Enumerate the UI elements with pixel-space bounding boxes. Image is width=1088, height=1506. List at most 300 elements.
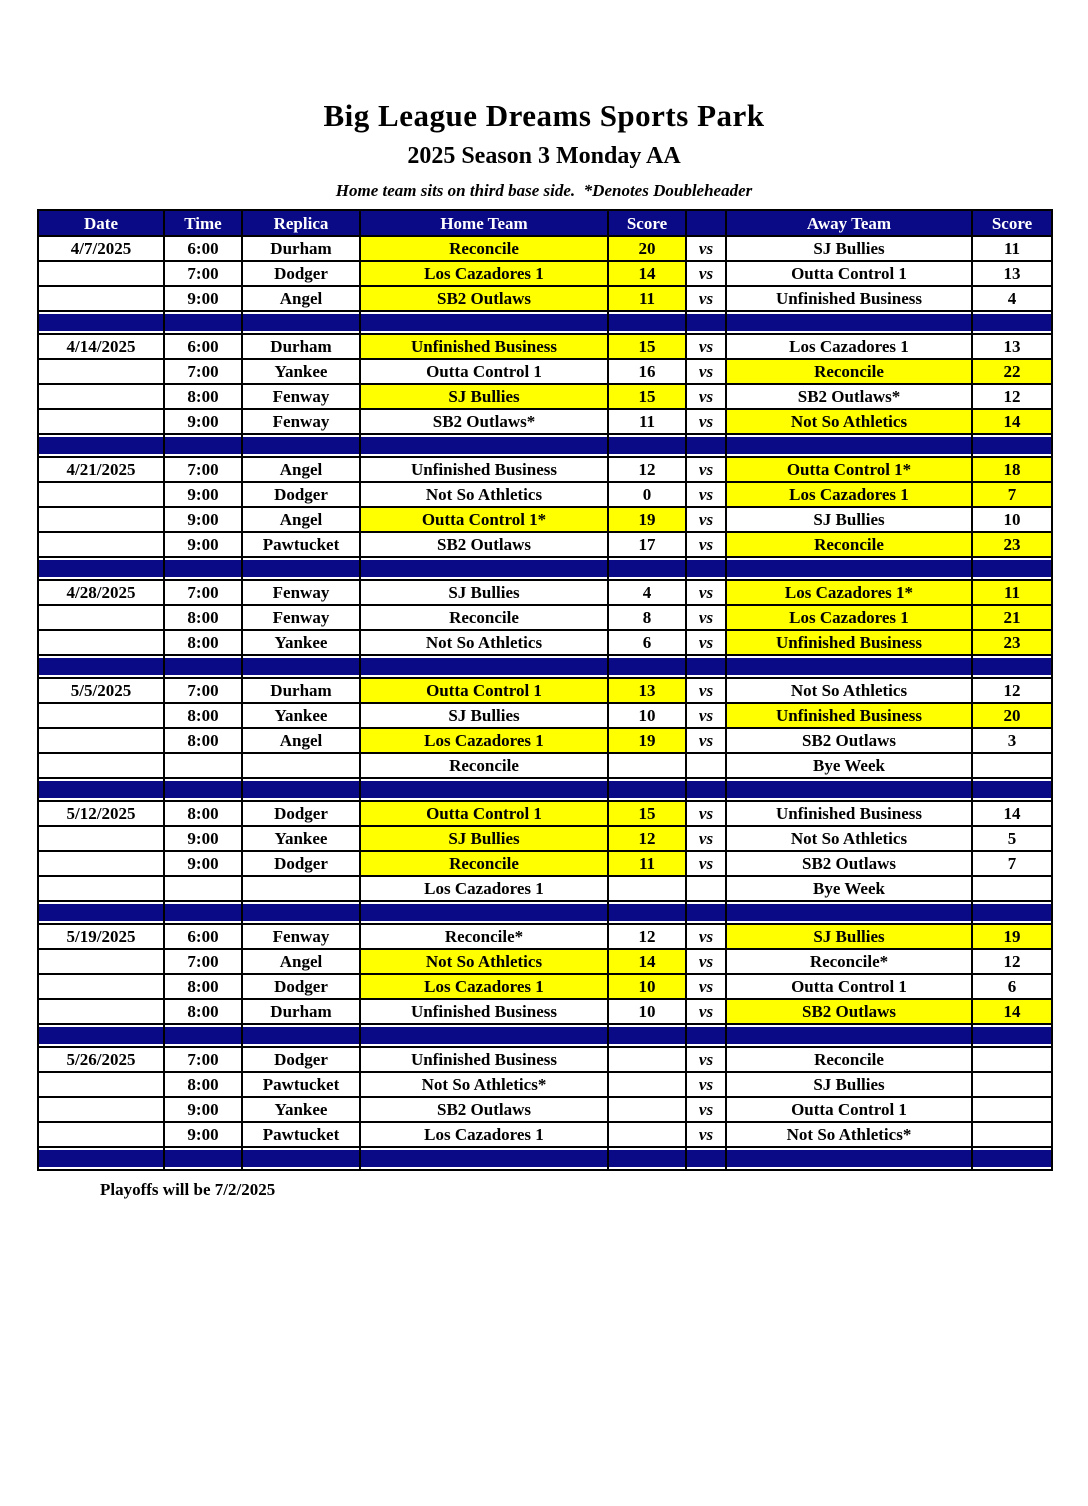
- away-team-cell: Unfinished Business: [726, 703, 972, 728]
- vs-cell: vs: [686, 482, 726, 507]
- separator-cell: [164, 557, 242, 580]
- away-team-cell: Los Cazadores 1: [726, 605, 972, 630]
- separator-cell: [242, 557, 360, 580]
- date-cell: [38, 728, 164, 753]
- away-score-cell: 21: [972, 605, 1052, 630]
- date-cell: 5/5/2025: [38, 678, 164, 703]
- separator-cell: [38, 434, 164, 457]
- home-team-cell: SB2 Outlaws: [360, 532, 608, 557]
- time-cell: 8:00: [164, 974, 242, 999]
- home-team-cell: Outta Control 1: [360, 678, 608, 703]
- separator-cell: [242, 655, 360, 678]
- time-cell: 8:00: [164, 999, 242, 1024]
- away-team-cell: Not So Athletics: [726, 826, 972, 851]
- separator-cell: [608, 778, 686, 801]
- home-score-cell: 10: [608, 999, 686, 1024]
- vs-cell: vs: [686, 605, 726, 630]
- time-cell: 8:00: [164, 703, 242, 728]
- away-team-cell: Los Cazadores 1: [726, 334, 972, 359]
- away-score-cell: 14: [972, 999, 1052, 1024]
- date-cell: [38, 826, 164, 851]
- replica-cell: Pawtucket: [242, 1072, 360, 1097]
- away-team-cell: SJ Bullies: [726, 236, 972, 261]
- replica-cell: Durham: [242, 236, 360, 261]
- separator-cell: [360, 1147, 608, 1170]
- date-cell: 5/19/2025: [38, 924, 164, 949]
- away-team-cell: Reconcile: [726, 532, 972, 557]
- date-cell: [38, 1122, 164, 1147]
- home-score-cell: 12: [608, 826, 686, 851]
- replica-cell: Dodger: [242, 1047, 360, 1072]
- away-score-cell: 12: [972, 949, 1052, 974]
- away-score-cell: 5: [972, 826, 1052, 851]
- home-team-cell: SB2 Outlaws: [360, 1097, 608, 1122]
- vs-cell: vs: [686, 826, 726, 851]
- home-team-cell: SJ Bullies: [360, 384, 608, 409]
- game-row: [38, 851, 1052, 876]
- away-team-cell: Reconcile*: [726, 949, 972, 974]
- away-score-cell: 4: [972, 286, 1052, 311]
- game-row: [38, 924, 1052, 949]
- away-team-cell: Unfinished Business: [726, 630, 972, 655]
- date-cell: [38, 409, 164, 434]
- header-row: [38, 210, 1052, 236]
- away-score-cell: 13: [972, 261, 1052, 286]
- column-header: Away Team: [726, 210, 972, 236]
- date-cell: [38, 703, 164, 728]
- away-team-cell: SJ Bullies: [726, 1072, 972, 1097]
- home-score-cell: 15: [608, 801, 686, 826]
- separator-cell: [972, 557, 1052, 580]
- home-score-cell: 14: [608, 261, 686, 286]
- home-team-cell: Reconcile: [360, 851, 608, 876]
- home-score-cell: 13: [608, 678, 686, 703]
- away-team-cell: Outta Control 1: [726, 261, 972, 286]
- date-cell: 4/7/2025: [38, 236, 164, 261]
- away-team-cell: Unfinished Business: [726, 801, 972, 826]
- separator-cell: [38, 557, 164, 580]
- separator-cell: [242, 434, 360, 457]
- home-team-cell: Not So Athletics: [360, 482, 608, 507]
- column-header: Replica: [242, 210, 360, 236]
- vs-cell: vs: [686, 359, 726, 384]
- away-team-cell: SB2 Outlaws: [726, 999, 972, 1024]
- page-title: Big League Dreams Sports Park: [323, 98, 765, 133]
- home-score-cell: 12: [608, 457, 686, 482]
- away-score-cell: 14: [972, 801, 1052, 826]
- vs-cell: vs: [686, 384, 726, 409]
- home-score-cell: 6: [608, 630, 686, 655]
- replica-cell: Durham: [242, 678, 360, 703]
- game-row: [38, 532, 1052, 557]
- schedule-table: [37, 209, 1053, 1171]
- separator-cell: [608, 311, 686, 334]
- date-cell: [38, 974, 164, 999]
- away-score-cell: [972, 1072, 1052, 1097]
- separator-cell: [972, 1024, 1052, 1047]
- vs-cell: vs: [686, 532, 726, 557]
- away-team-cell: SJ Bullies: [726, 924, 972, 949]
- separator-cell: [972, 655, 1052, 678]
- date-cell: [38, 507, 164, 532]
- time-cell: 9:00: [164, 482, 242, 507]
- separator-cell: [38, 901, 164, 924]
- home-score-cell: [608, 753, 686, 778]
- date-cell: [38, 1072, 164, 1097]
- date-cell: [38, 359, 164, 384]
- separator-cell: [360, 655, 608, 678]
- game-row: [38, 999, 1052, 1024]
- vs-cell: vs: [686, 334, 726, 359]
- game-row: [38, 236, 1052, 261]
- separator-cell: [360, 557, 608, 580]
- vs-cell: vs: [686, 286, 726, 311]
- home-score-cell: 4: [608, 580, 686, 605]
- home-team-cell: Not So Athletics*: [360, 1072, 608, 1097]
- away-team-cell: Los Cazadores 1: [726, 482, 972, 507]
- away-team-cell: SB2 Outlaws*: [726, 384, 972, 409]
- home-score-cell: 0: [608, 482, 686, 507]
- away-score-cell: [972, 1097, 1052, 1122]
- away-score-cell: 6: [972, 974, 1052, 999]
- replica-cell: Fenway: [242, 580, 360, 605]
- away-score-cell: [972, 753, 1052, 778]
- game-row: [38, 974, 1052, 999]
- home-score-cell: 19: [608, 507, 686, 532]
- schedule-note: Home team sits on third base side. *Denotes Doubleheader: [335, 181, 753, 200]
- away-score-cell: 12: [972, 678, 1052, 703]
- time-cell: 7:00: [164, 580, 242, 605]
- home-team-cell: Los Cazadores 1: [360, 261, 608, 286]
- game-row: [38, 580, 1052, 605]
- separator-cell: [608, 1147, 686, 1170]
- separator-cell: [242, 1024, 360, 1047]
- date-cell: 5/26/2025: [38, 1047, 164, 1072]
- section-separator-row: [38, 655, 1052, 678]
- vs-cell: vs: [686, 801, 726, 826]
- separator-cell: [360, 1024, 608, 1047]
- away-team-cell: Outta Control 1: [726, 974, 972, 999]
- home-team-cell: SB2 Outlaws*: [360, 409, 608, 434]
- away-score-cell: 19: [972, 924, 1052, 949]
- vs-cell: vs: [686, 728, 726, 753]
- home-score-cell: 16: [608, 359, 686, 384]
- date-cell: 4/14/2025: [38, 334, 164, 359]
- vs-cell: vs: [686, 924, 726, 949]
- separator-cell: [360, 434, 608, 457]
- column-header: Time: [164, 210, 242, 236]
- vs-cell: vs: [686, 1122, 726, 1147]
- separator-cell: [360, 901, 608, 924]
- vs-cell: vs: [686, 949, 726, 974]
- home-score-cell: 8: [608, 605, 686, 630]
- separator-cell: [38, 1024, 164, 1047]
- game-row: [38, 261, 1052, 286]
- away-team-cell: Not So Athletics: [726, 678, 972, 703]
- replica-cell: Durham: [242, 999, 360, 1024]
- date-cell: [38, 949, 164, 974]
- date-cell: [38, 1097, 164, 1122]
- away-team-cell: Bye Week: [726, 876, 972, 901]
- separator-cell: [164, 1024, 242, 1047]
- separator-cell: [972, 901, 1052, 924]
- table-header-row: [38, 210, 1052, 236]
- away-score-cell: 14: [972, 409, 1052, 434]
- game-row: [38, 359, 1052, 384]
- home-score-cell: 19: [608, 728, 686, 753]
- away-score-cell: 3: [972, 728, 1052, 753]
- away-score-cell: 13: [972, 334, 1052, 359]
- away-team-cell: Not So Athletics*: [726, 1122, 972, 1147]
- away-team-cell: Outta Control 1: [726, 1097, 972, 1122]
- column-header: Home Team: [360, 210, 608, 236]
- away-score-cell: 12: [972, 384, 1052, 409]
- home-team-cell: Unfinished Business: [360, 334, 608, 359]
- separator-cell: [972, 778, 1052, 801]
- time-cell: 9:00: [164, 532, 242, 557]
- home-team-cell: Not So Athletics: [360, 949, 608, 974]
- date-cell: 4/21/2025: [38, 457, 164, 482]
- game-row: [38, 703, 1052, 728]
- home-score-cell: [608, 1047, 686, 1072]
- home-team-cell: Outta Control 1: [360, 801, 608, 826]
- time-cell: 9:00: [164, 826, 242, 851]
- away-team-cell: Reconcile: [726, 359, 972, 384]
- separator-cell: [164, 311, 242, 334]
- replica-cell: Dodger: [242, 851, 360, 876]
- separator-cell: [686, 434, 726, 457]
- time-cell: 8:00: [164, 384, 242, 409]
- away-score-cell: 23: [972, 532, 1052, 557]
- home-team-cell: Los Cazadores 1: [360, 876, 608, 901]
- separator-cell: [164, 778, 242, 801]
- time-cell: [164, 876, 242, 901]
- home-score-cell: 15: [608, 384, 686, 409]
- replica-cell: Fenway: [242, 924, 360, 949]
- vs-cell: vs: [686, 409, 726, 434]
- vs-cell: vs: [686, 580, 726, 605]
- separator-cell: [164, 901, 242, 924]
- replica-cell: Angel: [242, 507, 360, 532]
- separator-cell: [38, 1147, 164, 1170]
- separator-cell: [608, 434, 686, 457]
- time-cell: 7:00: [164, 261, 242, 286]
- away-team-cell: Los Cazadores 1*: [726, 580, 972, 605]
- time-cell: 8:00: [164, 1072, 242, 1097]
- vs-cell: vs: [686, 630, 726, 655]
- vs-cell: [686, 876, 726, 901]
- home-team-cell: SJ Bullies: [360, 580, 608, 605]
- separator-cell: [686, 901, 726, 924]
- separator-cell: [726, 901, 972, 924]
- game-row: [38, 482, 1052, 507]
- separator-cell: [726, 1024, 972, 1047]
- game-row: [38, 801, 1052, 826]
- separator-cell: [242, 901, 360, 924]
- replica-cell: Dodger: [242, 801, 360, 826]
- playoffs-note: Playoffs will be 7/2/2025: [100, 1180, 276, 1199]
- game-row: [38, 678, 1052, 703]
- home-team-cell: Unfinished Business: [360, 1047, 608, 1072]
- replica-cell: Fenway: [242, 384, 360, 409]
- replica-cell: Dodger: [242, 482, 360, 507]
- away-score-cell: [972, 1047, 1052, 1072]
- home-team-cell: Los Cazadores 1: [360, 974, 608, 999]
- separator-cell: [726, 557, 972, 580]
- vs-cell: vs: [686, 703, 726, 728]
- away-score-cell: 10: [972, 507, 1052, 532]
- date-cell: 5/12/2025: [38, 801, 164, 826]
- away-score-cell: 22: [972, 359, 1052, 384]
- time-cell: 6:00: [164, 924, 242, 949]
- away-score-cell: [972, 1122, 1052, 1147]
- home-score-cell: [608, 1122, 686, 1147]
- column-header: Score: [972, 210, 1052, 236]
- date-cell: [38, 532, 164, 557]
- home-team-cell: Los Cazadores 1: [360, 728, 608, 753]
- vs-cell: vs: [686, 851, 726, 876]
- home-score-cell: [608, 876, 686, 901]
- vs-cell: vs: [686, 236, 726, 261]
- game-row: [38, 286, 1052, 311]
- replica-cell: Fenway: [242, 605, 360, 630]
- section-separator-row: [38, 557, 1052, 580]
- separator-cell: [686, 778, 726, 801]
- home-team-cell: Reconcile: [360, 605, 608, 630]
- game-row: [38, 1072, 1052, 1097]
- away-score-cell: 7: [972, 482, 1052, 507]
- separator-cell: [608, 1024, 686, 1047]
- home-score-cell: 10: [608, 703, 686, 728]
- date-cell: [38, 753, 164, 778]
- game-row: [38, 334, 1052, 359]
- away-score-cell: 18: [972, 457, 1052, 482]
- replica-cell: Durham: [242, 334, 360, 359]
- separator-cell: [164, 1147, 242, 1170]
- replica-cell: Dodger: [242, 261, 360, 286]
- home-score-cell: [608, 1072, 686, 1097]
- replica-cell: [242, 753, 360, 778]
- vs-cell: vs: [686, 999, 726, 1024]
- home-team-cell: Outta Control 1: [360, 359, 608, 384]
- date-cell: 4/28/2025: [38, 580, 164, 605]
- home-team-cell: Reconcile: [360, 753, 608, 778]
- separator-cell: [38, 311, 164, 334]
- separator-cell: [242, 778, 360, 801]
- game-row: [38, 630, 1052, 655]
- time-cell: 9:00: [164, 286, 242, 311]
- time-cell: 6:00: [164, 236, 242, 261]
- game-row: [38, 1122, 1052, 1147]
- away-team-cell: SJ Bullies: [726, 507, 972, 532]
- separator-cell: [972, 1147, 1052, 1170]
- away-score-cell: 11: [972, 236, 1052, 261]
- separator-cell: [242, 311, 360, 334]
- date-cell: [38, 630, 164, 655]
- game-row: [38, 728, 1052, 753]
- vs-cell: vs: [686, 1047, 726, 1072]
- vs-cell: vs: [686, 457, 726, 482]
- home-score-cell: 12: [608, 924, 686, 949]
- date-cell: [38, 482, 164, 507]
- home-team-cell: Unfinished Business: [360, 457, 608, 482]
- game-row: [38, 457, 1052, 482]
- column-header: Date: [38, 210, 164, 236]
- home-team-cell: SB2 Outlaws: [360, 286, 608, 311]
- game-row: [38, 753, 1052, 778]
- home-score-cell: 17: [608, 532, 686, 557]
- home-score-cell: 15: [608, 334, 686, 359]
- section-separator-row: [38, 1147, 1052, 1170]
- separator-cell: [360, 778, 608, 801]
- replica-cell: Yankee: [242, 630, 360, 655]
- separator-cell: [608, 557, 686, 580]
- time-cell: 7:00: [164, 678, 242, 703]
- page-subtitle: 2025 Season 3 Monday AA: [407, 143, 681, 169]
- separator-cell: [726, 311, 972, 334]
- replica-cell: Yankee: [242, 359, 360, 384]
- game-row: [38, 1097, 1052, 1122]
- separator-cell: [608, 901, 686, 924]
- away-team-cell: Reconcile: [726, 1047, 972, 1072]
- home-score-cell: 11: [608, 851, 686, 876]
- game-row: [38, 507, 1052, 532]
- separator-cell: [686, 557, 726, 580]
- time-cell: 8:00: [164, 801, 242, 826]
- vs-cell: vs: [686, 974, 726, 999]
- home-team-cell: Not So Athletics: [360, 630, 608, 655]
- home-team-cell: Reconcile: [360, 236, 608, 261]
- replica-cell: Angel: [242, 457, 360, 482]
- away-team-cell: SB2 Outlaws: [726, 728, 972, 753]
- time-cell: 9:00: [164, 507, 242, 532]
- time-cell: 8:00: [164, 605, 242, 630]
- away-team-cell: SB2 Outlaws: [726, 851, 972, 876]
- vs-cell: vs: [686, 1097, 726, 1122]
- section-separator-row: [38, 311, 1052, 334]
- separator-cell: [608, 655, 686, 678]
- away-score-cell: 23: [972, 630, 1052, 655]
- time-cell: [164, 753, 242, 778]
- table-body: [38, 236, 1052, 1170]
- vs-cell: vs: [686, 1072, 726, 1097]
- home-score-cell: 20: [608, 236, 686, 261]
- separator-cell: [164, 655, 242, 678]
- separator-cell: [686, 311, 726, 334]
- home-team-cell: Unfinished Business: [360, 999, 608, 1024]
- home-team-cell: Reconcile*: [360, 924, 608, 949]
- home-score-cell: [608, 1097, 686, 1122]
- date-cell: [38, 384, 164, 409]
- separator-cell: [38, 655, 164, 678]
- home-team-cell: SJ Bullies: [360, 703, 608, 728]
- game-row: [38, 409, 1052, 434]
- away-score-cell: 11: [972, 580, 1052, 605]
- time-cell: 8:00: [164, 630, 242, 655]
- separator-cell: [972, 311, 1052, 334]
- vs-cell: vs: [686, 507, 726, 532]
- replica-cell: Yankee: [242, 1097, 360, 1122]
- time-cell: 9:00: [164, 1122, 242, 1147]
- time-cell: 8:00: [164, 728, 242, 753]
- time-cell: 7:00: [164, 949, 242, 974]
- separator-cell: [686, 655, 726, 678]
- replica-cell: Yankee: [242, 703, 360, 728]
- separator-cell: [38, 778, 164, 801]
- time-cell: 6:00: [164, 334, 242, 359]
- vs-cell: [686, 753, 726, 778]
- away-score-cell: 20: [972, 703, 1052, 728]
